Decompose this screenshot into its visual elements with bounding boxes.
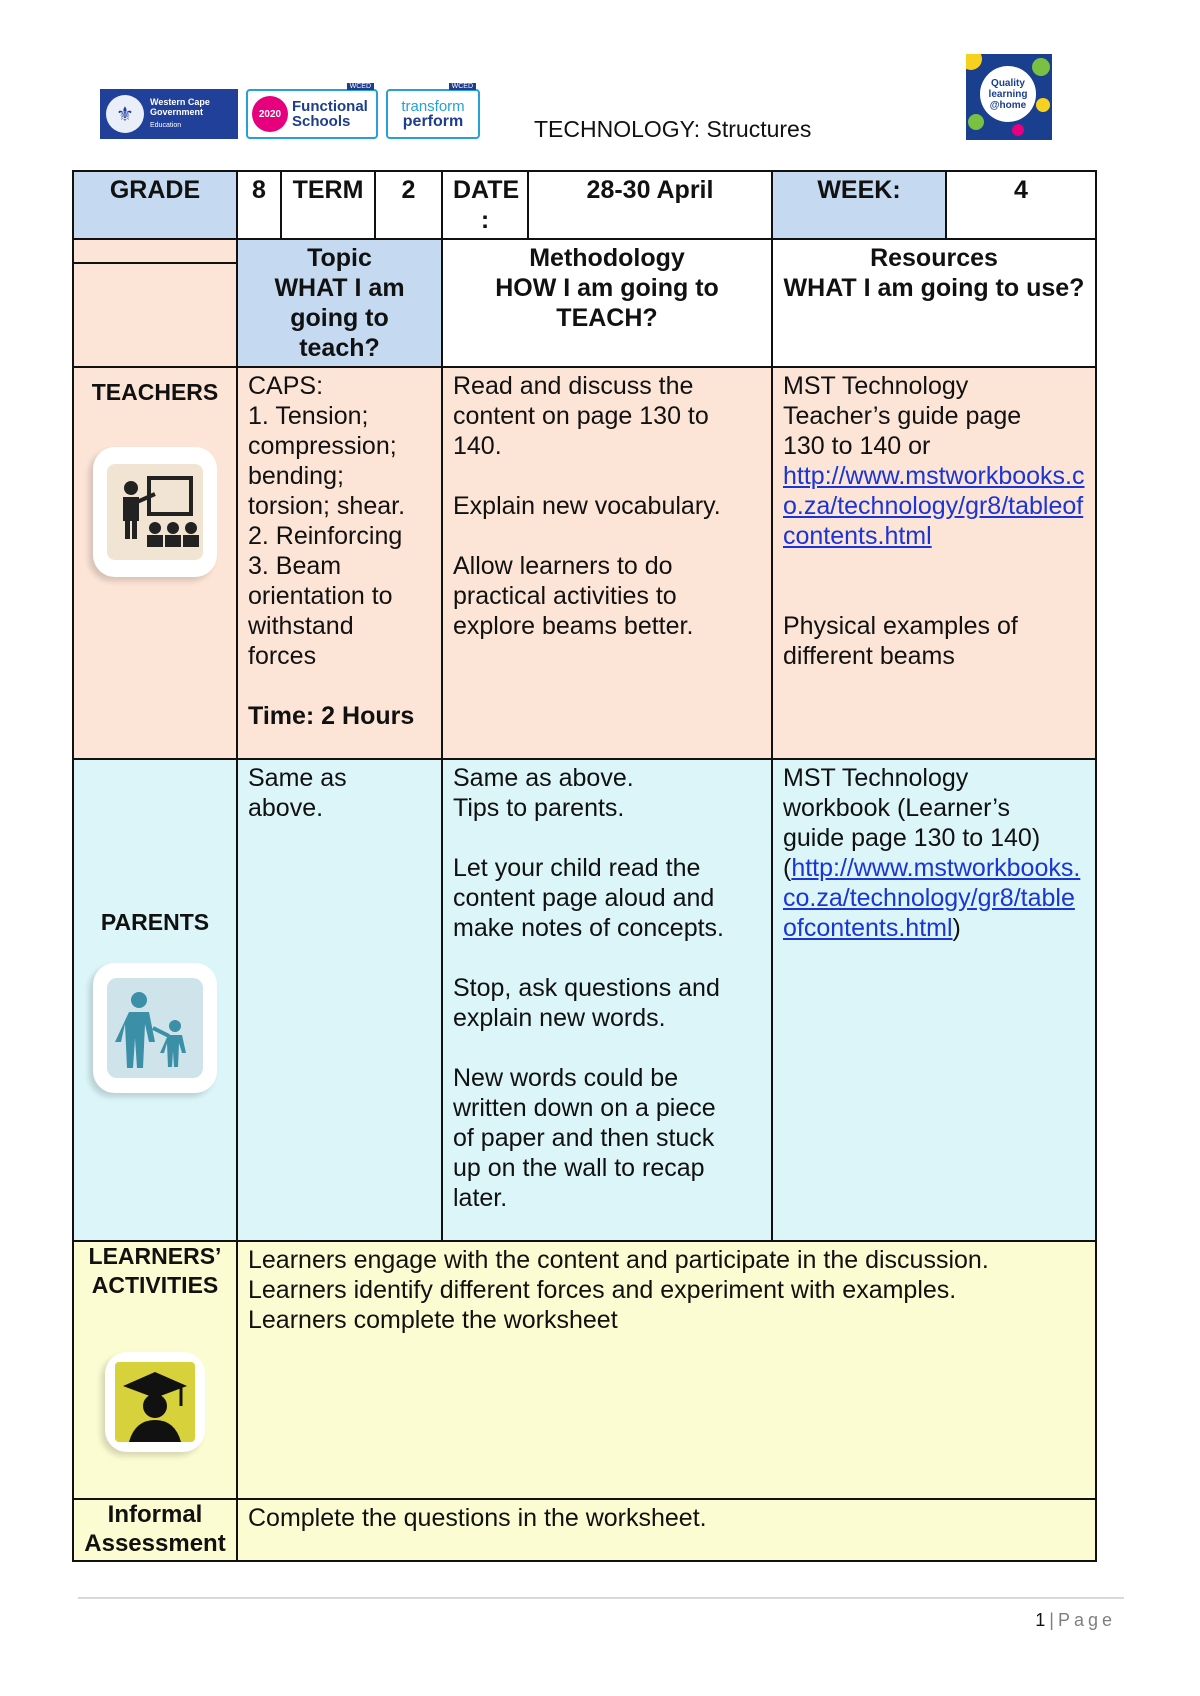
parent-child-icon xyxy=(93,963,217,1093)
fs-year: 2020 xyxy=(252,96,288,132)
crest-icon: ⚜ xyxy=(106,95,144,133)
page-word: Page xyxy=(1057,1610,1116,1630)
assessment-label-cell xyxy=(73,1499,237,1561)
parents-link-close: ) xyxy=(952,914,961,942)
tp-line1: transform xyxy=(401,97,465,115)
assessment-text-cell xyxy=(237,1499,1096,1561)
parents-topic-text: Same as above. xyxy=(248,764,347,822)
fs-name1: Functional xyxy=(292,98,368,115)
teachers-label-cell xyxy=(73,367,237,759)
tp-tag: WCED xyxy=(449,83,476,90)
transform-perform-logo xyxy=(386,83,480,139)
learners-label-cell xyxy=(73,1241,237,1499)
teachers-resources-link[interactable]: http://www.mstworkbooks.co.za/technology/gr8/tableofcontents.html xyxy=(783,462,1085,550)
tp-line2: perform xyxy=(402,112,464,130)
teachers-methodology xyxy=(442,367,772,759)
week-value: 4 xyxy=(946,171,1096,239)
parents-method-4: New words could be written down on a piece of paper and then stuck up on the wall to recap later. xyxy=(453,1064,716,1212)
teachers-method-3: Allow learners to do practical activities to explore beams better. xyxy=(453,552,694,640)
parents-resources-text: MST Technology workbook (Learner’s guide page 130 to 140) xyxy=(783,764,1041,852)
topic-column-header xyxy=(237,239,442,367)
res-h2: WHAT I am going to use? xyxy=(783,274,1085,302)
topic-h3: going to xyxy=(290,304,389,332)
teacher-icon xyxy=(93,447,217,577)
grade-label: GRADE xyxy=(73,171,237,239)
parents-label: PARENTS xyxy=(100,908,210,935)
parents-resources xyxy=(772,759,1096,1241)
parents-resources-link[interactable]: http://www.mstworkbooks.co.za/technology/gr8/tableofcontents.html xyxy=(783,854,1081,942)
assessment-label-2: Assessment xyxy=(84,1530,226,1557)
date-label-colon: : xyxy=(480,206,490,234)
term-value: 2 xyxy=(375,171,442,239)
parents-methodology xyxy=(442,759,772,1241)
date-label-text: DATE xyxy=(453,176,520,204)
teachers-resources-text: MST Technology Teacher’s guide page 130 to 140 or xyxy=(783,372,1022,460)
learners-text: Learners engage with the content and participate in the discussion. Learners identify different forces and experiment with examples. Learners complete the worksheet xyxy=(248,1246,989,1334)
topic-h4: teach? xyxy=(299,334,380,362)
assessment-label-1: Informal xyxy=(107,1501,203,1528)
date-value: 28-30 April xyxy=(528,171,772,239)
learners-row xyxy=(73,1241,1096,1499)
page-number: 1 xyxy=(1035,1610,1046,1630)
teachers-topic-text: CAPS: 1. Tension; compression; bending; torsion; shear. 2. Reinforcing 3. Beam orientation to withstand forces xyxy=(248,372,406,670)
methodology-column-header xyxy=(442,239,772,367)
header-corner xyxy=(73,239,237,367)
qlh-text: Quality learning @home xyxy=(980,66,1036,122)
teachers-time: Time: 2 Hours xyxy=(248,702,415,730)
wc-line2: Government xyxy=(150,107,204,117)
parents-method-1: Same as above. Tips to parents. xyxy=(453,764,634,822)
wc-line3: Education xyxy=(150,122,182,129)
topic-h2: WHAT I am xyxy=(274,274,405,302)
lesson-plan-table xyxy=(72,170,1097,1562)
teachers-row xyxy=(73,367,1096,759)
header-logos xyxy=(100,83,480,140)
footer-divider xyxy=(78,1597,1124,1599)
document-title: TECHNOLOGY: Structures xyxy=(534,116,812,142)
learners-label-2: ACTIVITIES xyxy=(91,1272,219,1298)
wc-line1: Western Cape xyxy=(150,97,210,107)
parents-link-open: ( xyxy=(783,854,792,882)
res-h1: Resources xyxy=(870,244,998,272)
western-cape-logo xyxy=(100,89,238,139)
page-separator: | xyxy=(1049,1610,1054,1630)
teachers-method-2: Explain new vocabulary. xyxy=(453,492,721,520)
meth-h3: TEACH? xyxy=(556,304,658,332)
meth-h1: Methodology xyxy=(529,244,685,272)
quality-learning-logo xyxy=(966,54,1052,140)
learners-activities xyxy=(237,1241,1096,1499)
fs-tag: WCED xyxy=(347,83,374,90)
assessment-row xyxy=(73,1499,1096,1561)
parents-label-cell xyxy=(73,759,237,1241)
meth-h2: HOW I am going to xyxy=(495,274,719,302)
grade-value: 8 xyxy=(237,171,281,239)
teachers-topic xyxy=(237,367,442,759)
parents-method-3: Stop, ask questions and explain new words. xyxy=(453,974,720,1032)
fs-name2: Schools xyxy=(292,113,351,130)
teachers-label: TEACHERS xyxy=(91,379,219,405)
term-label: TERM xyxy=(281,171,375,239)
assessment-text: Complete the questions in the worksheet. xyxy=(248,1504,707,1532)
learners-label-1: LEARNERS’ xyxy=(88,1243,222,1269)
teachers-resources xyxy=(772,367,1096,759)
teachers-method-1: Read and discuss the content on page 130 to 140. xyxy=(453,372,709,460)
parents-row xyxy=(73,759,1096,1241)
week-label: WEEK: xyxy=(772,171,946,239)
page-footer xyxy=(1035,1610,1116,1631)
functional-schools-logo xyxy=(246,83,378,139)
topic-h1: Topic xyxy=(307,244,372,272)
parents-method-2: Let your child read the content page aloud and make notes of concepts. xyxy=(453,854,724,942)
info-row xyxy=(73,171,1096,239)
resources-column-header xyxy=(772,239,1096,367)
date-label xyxy=(442,171,528,239)
parents-topic xyxy=(237,759,442,1241)
column-header-row xyxy=(73,239,1096,367)
teachers-resources-extra: Physical examples of different beams xyxy=(783,612,1018,670)
graduate-icon xyxy=(105,1352,205,1452)
